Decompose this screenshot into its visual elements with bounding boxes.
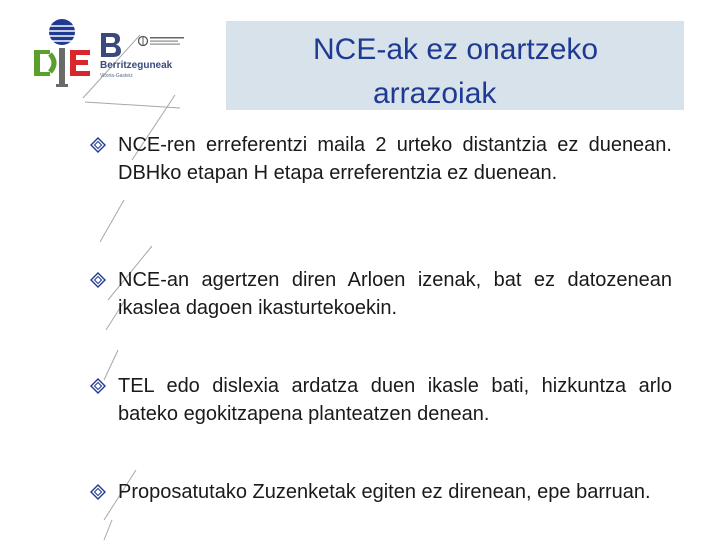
berritzeguneak-subtitle: Vitoria-Gasteiz (100, 73, 133, 79)
diamond-outline-icon (90, 137, 106, 153)
bullet-text: NCE-ren erreferentzi maila 2 urteko distantzia ez duenean. DBHko etapan H etapa erreferentzia ez duenean. (118, 134, 672, 184)
berritzegune-b-icon (100, 32, 122, 58)
globe-icon (49, 19, 75, 45)
bullet-text: TEL edo dislexia ardatza duen ikasle bati, hizkuntza arlo bateko egokitzapena planteatzen denean. (118, 375, 672, 425)
slide-title-line-2: arrazoiak (373, 77, 497, 110)
berritzeguneak-name: Berritzeguneak (100, 60, 173, 71)
bullet-text: NCE-an agertzen diren Arloen izenak, bat ez datozenean ikaslea dagoen ikasturtekoekin. (118, 269, 672, 319)
title-box (226, 21, 684, 110)
bullet-text: Proposatutako Zuzenketak egiten ez direnean, epe barruan. (118, 481, 651, 503)
gobierno-vasco-icon (138, 34, 186, 48)
die-logo (28, 14, 100, 104)
diamond-outline-icon (90, 484, 106, 500)
diamond-outline-icon (90, 272, 106, 288)
diamond-outline-icon (90, 378, 106, 394)
berritzeguneak-logo (100, 30, 190, 80)
slide-title-line-1: NCE-ak ez onartzeko (313, 33, 599, 66)
